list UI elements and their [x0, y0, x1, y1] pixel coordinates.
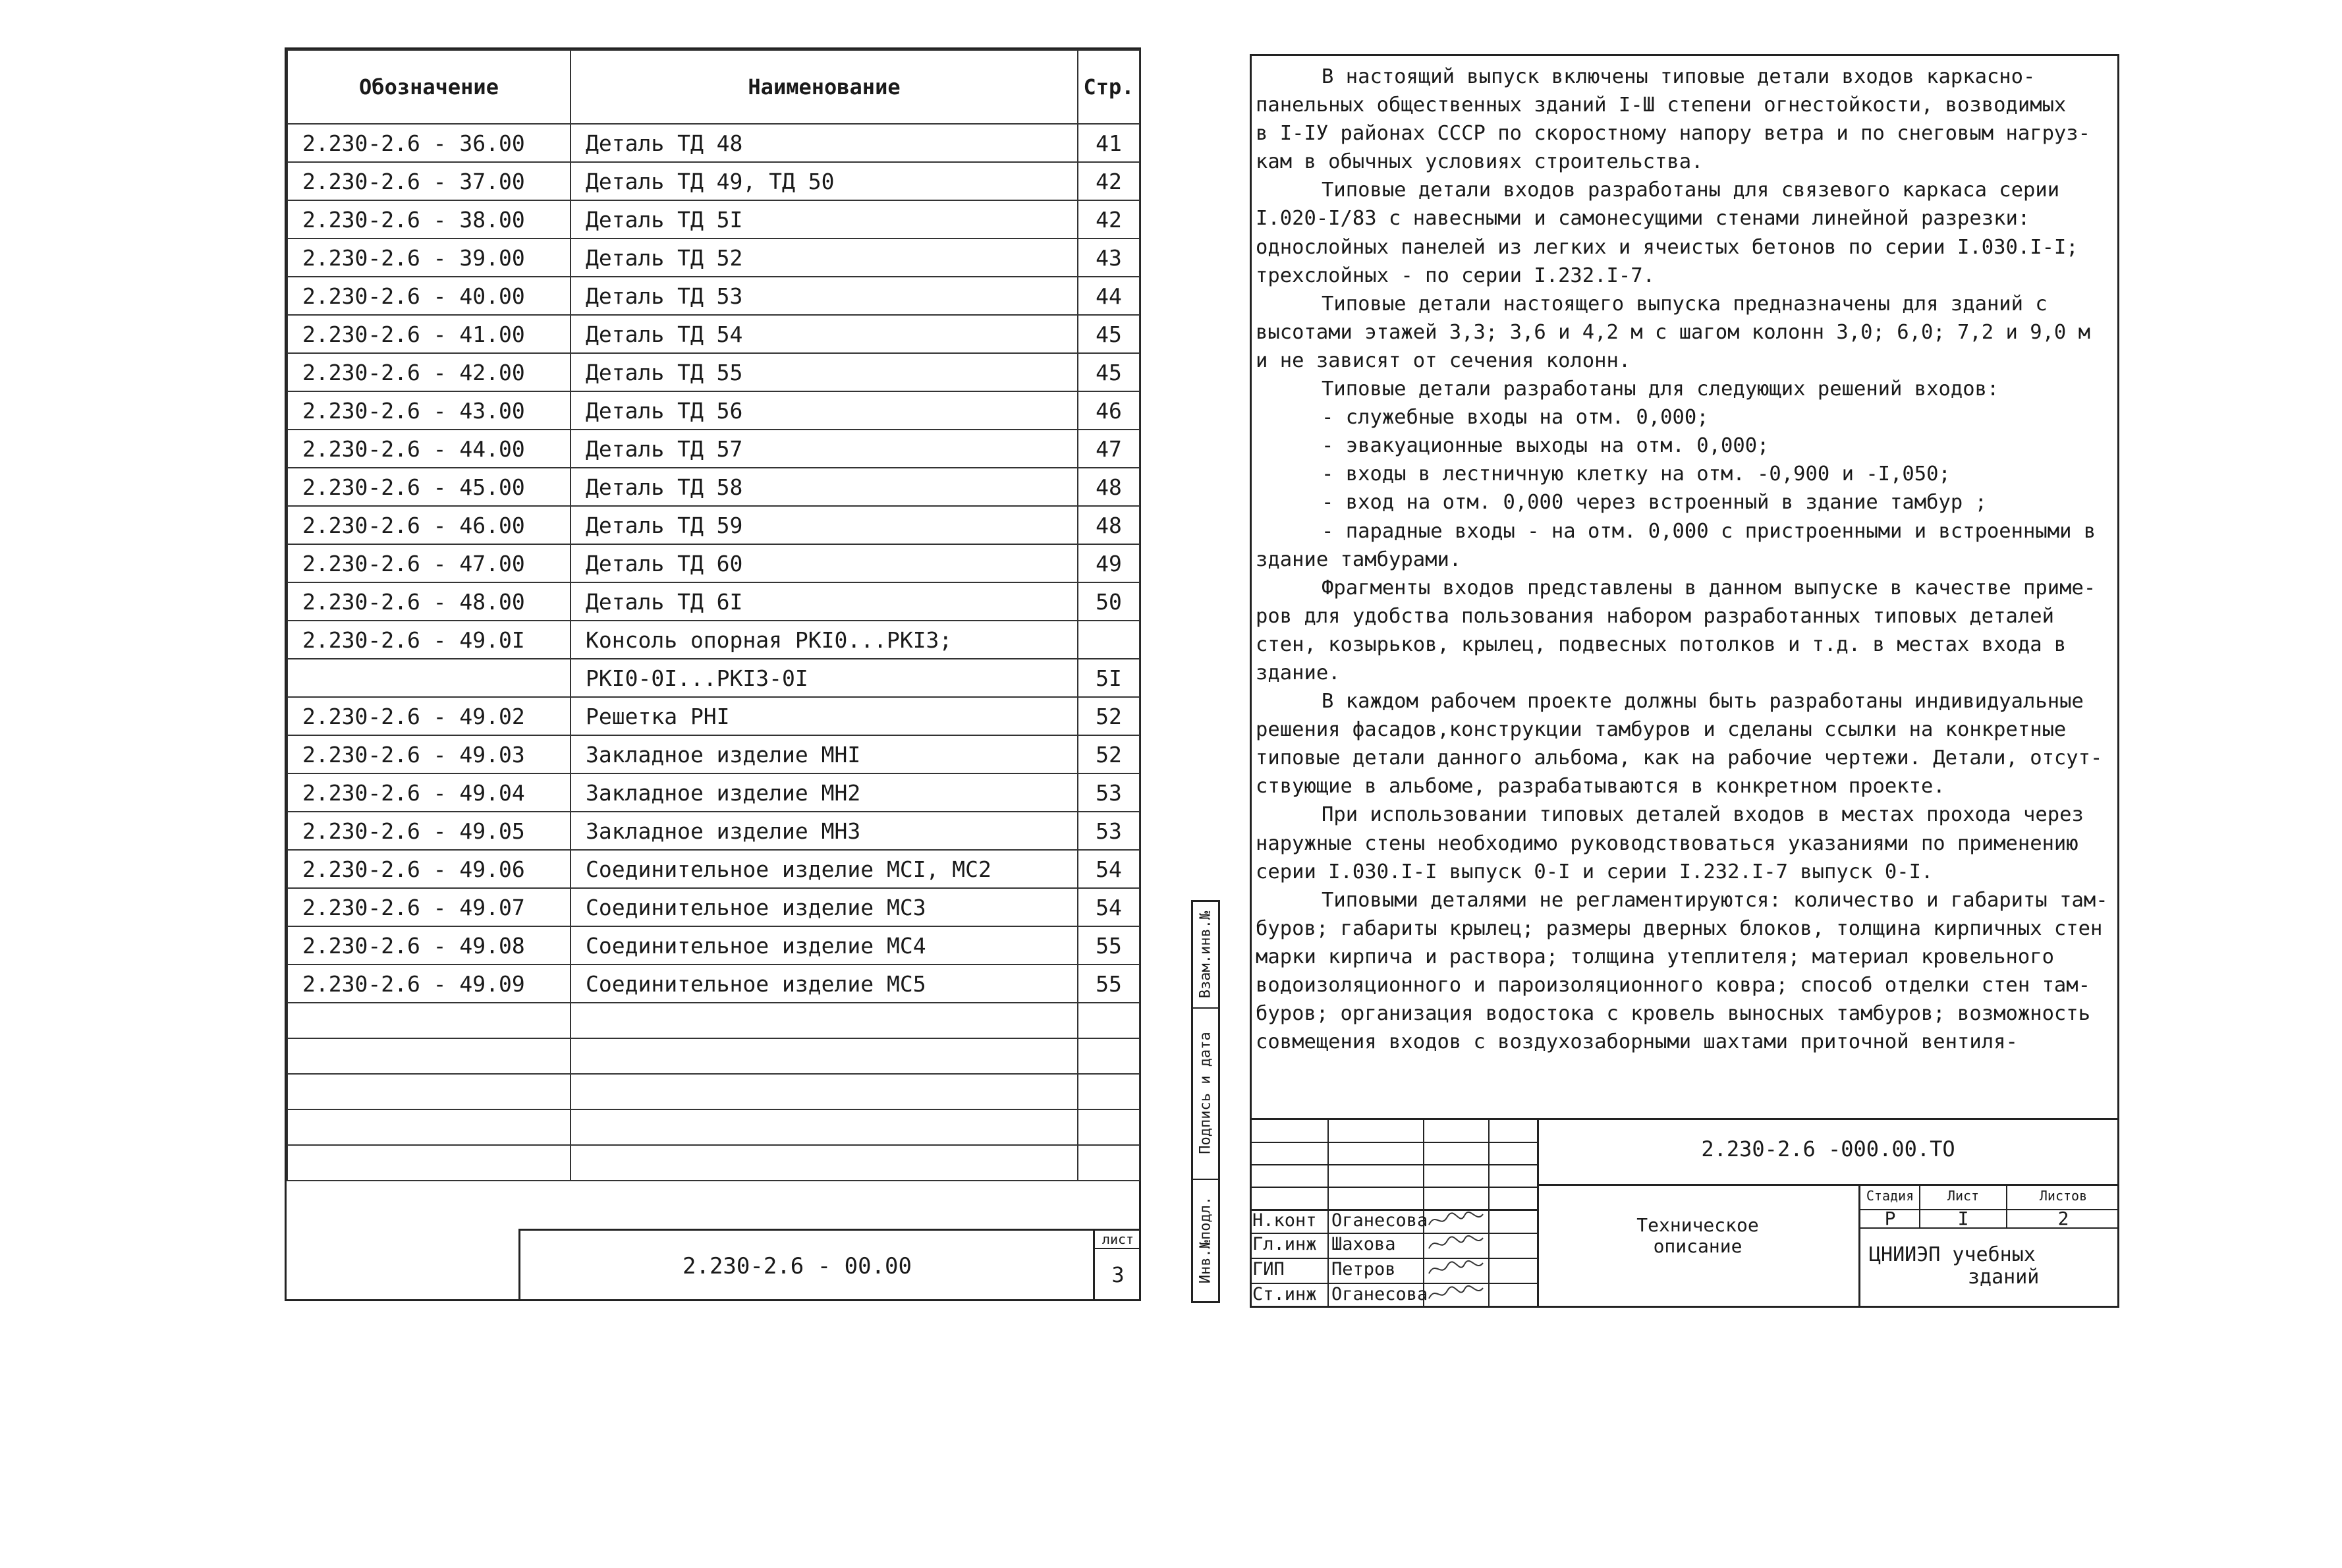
empty-cell: [1078, 1145, 1140, 1181]
empty-cell: [1078, 1074, 1140, 1109]
org-line2: зданий: [1968, 1266, 2040, 1289]
empty-cell: [571, 1145, 1078, 1181]
sheet-value: I: [1957, 1208, 1969, 1229]
contents-sheet: [285, 47, 1141, 1301]
stage-value: Р: [1884, 1208, 1896, 1229]
code-cell: 2.230-2.6 - 49.02: [287, 697, 571, 735]
code-cell: 2.230-2.6 - 43.00: [287, 391, 571, 430]
name-cell: Закладное изделие МНI: [571, 735, 1078, 773]
code-cell: 2.230-2.6 - 49.05: [287, 812, 571, 850]
handwritten-signature: [1426, 1258, 1486, 1283]
description-line: серии I.030.I-I выпуск 0-I и серии I.232.I-7 выпуск 0-I.: [1256, 860, 1934, 883]
name-cell: Деталь ТД 53: [571, 277, 1078, 315]
code-cell: 2.230-2.6 - 49.0I: [287, 621, 571, 659]
code-cell: 2.230-2.6 - 46.00: [287, 506, 571, 544]
name-cell: Деталь ТД 60: [571, 544, 1078, 582]
description-line: трехслойных - по серии I.232.I-7.: [1256, 264, 1655, 287]
title-block: [1250, 1118, 2119, 1308]
empty-cell: [287, 1003, 571, 1038]
code-cell: 2.230-2.6 - 37.00: [287, 162, 571, 200]
strip-inv-no-text: Инв.№подл.: [1197, 1196, 1214, 1284]
stage-label: Стадия: [1866, 1188, 1914, 1204]
table-row: [287, 277, 1140, 315]
page-cell: 52: [1078, 735, 1140, 773]
signature-name: Петров: [1331, 1259, 1396, 1279]
description-line: и не зависят от сечения колонн.: [1256, 349, 1631, 372]
approval-side-strip: [1191, 900, 1220, 1303]
name-cell: Деталь ТД 6I: [571, 582, 1078, 621]
table-row: [287, 888, 1140, 926]
empty-cell: [571, 1074, 1078, 1109]
description-line: ров для удобства пользования набором разработанных типовых деталей: [1256, 604, 2054, 628]
code-cell: 2.230-2.6 - 40.00: [287, 277, 571, 315]
signature-name: Оганесова: [1331, 1284, 1428, 1304]
code-cell: 2.230-2.6 - 49.07: [287, 888, 571, 926]
strip-replace-inv-text: Взам.инв.№: [1197, 910, 1214, 999]
doc-code: 2.230-2.6 -000.00.ТО: [1701, 1136, 1955, 1162]
strip-replace-inv: [1193, 902, 1218, 1009]
description-line: кам в обычных условиях строительства.: [1256, 150, 1704, 174]
description-line: - служебные входы на отм. 0,000;: [1322, 406, 1709, 430]
stamp-code: 2.230-2.6 - 00.00: [683, 1252, 912, 1279]
name-cell: Соединительное изделие МС5: [571, 965, 1078, 1003]
doc-name-line2: описание: [1653, 1235, 1743, 1257]
empty-cell: [1078, 1003, 1140, 1038]
description-line: Типовые детали настоящего выпуска предназначены для зданий с: [1322, 292, 2048, 316]
page-cell: 50: [1078, 582, 1140, 621]
code-cell: 2.230-2.6 - 44.00: [287, 430, 571, 468]
code-cell: 2.230-2.6 - 42.00: [287, 353, 571, 391]
description-line: здание тамбурами.: [1256, 547, 1462, 571]
stamp-sheet-number: 3: [1111, 1262, 1125, 1287]
handwritten-signature: [1426, 1209, 1486, 1234]
table-row: [287, 468, 1140, 506]
page-cell: 46: [1078, 391, 1140, 430]
code-cell: 2.230-2.6 - 49.08: [287, 926, 571, 965]
strip-sign-date: [1193, 1007, 1218, 1180]
name-cell: Закладное изделие МН3: [571, 812, 1078, 850]
description-line: - вход на отм. 0,000 через встроенный в здание тамбур ;: [1322, 491, 1987, 515]
table-row: [287, 773, 1140, 812]
handwritten-signature: [1426, 1283, 1486, 1308]
name-cell: РКI0-0I...РКI3-0I: [571, 659, 1078, 697]
table-row: [287, 621, 1140, 659]
contents-table: [287, 49, 1140, 1181]
signature-role: Гл.инж: [1252, 1234, 1317, 1254]
table-row: [287, 506, 1140, 544]
table-row: [287, 238, 1140, 277]
strip-inv-no: [1193, 1179, 1218, 1301]
name-cell: Соединительное изделие МС4: [571, 926, 1078, 965]
name-cell: Деталь ТД 56: [571, 391, 1078, 430]
code-cell: 2.230-2.6 - 39.00: [287, 238, 571, 277]
description-line: типовые детали данного альбома, как на рабочие чертежи. Детали, отсут-: [1256, 746, 2103, 770]
page-cell: 47: [1078, 430, 1140, 468]
page-cell: 48: [1078, 506, 1140, 544]
description-line: буров; габариты крылец; размеры дверных блоков, толщина кирпичных стен: [1256, 916, 2103, 940]
empty-cell: [571, 1038, 1078, 1074]
page-cell: 49: [1078, 544, 1140, 582]
name-cell: Соединительное изделие МСI, МС2: [571, 850, 1078, 888]
code-cell: 2.230-2.6 - 49.03: [287, 735, 571, 773]
empty-cell: [1078, 1109, 1140, 1145]
page-cell: 5I: [1078, 659, 1140, 697]
header-code: Обозначение: [287, 50, 571, 124]
description-line: В каждом рабочем проекте должны быть разработаны индивидуальные: [1322, 690, 2084, 714]
page-cell: 52: [1078, 697, 1140, 735]
sheets-label: Листов: [2039, 1188, 2088, 1204]
description-line: решения фасадов,конструкции тамбуров и сделаны ссылки на конкретные: [1256, 718, 2067, 742]
page-cell: 45: [1078, 353, 1140, 391]
empty-row: [287, 1109, 1140, 1145]
signature-role: ГИП: [1252, 1259, 1285, 1279]
page-cell: 55: [1078, 965, 1140, 1003]
page-cell: 42: [1078, 200, 1140, 238]
name-cell: Решетка РНI: [571, 697, 1078, 735]
description-line: буров; организация водостока с кровель выносных тамбуров; возможность: [1256, 1002, 2091, 1026]
table-row: [287, 850, 1140, 888]
page-cell: 54: [1078, 850, 1140, 888]
table-row: [287, 353, 1140, 391]
name-cell: Деталь ТД 48: [571, 124, 1078, 162]
stamp-sheet-box: [1093, 1231, 1141, 1301]
signature-role: Ст.инж: [1252, 1284, 1317, 1304]
description-line: водоизоляционного и пароизоляционного ковра; способ отделки стен там-: [1256, 974, 2091, 997]
table-row: [287, 965, 1140, 1003]
name-cell: Деталь ТД 57: [571, 430, 1078, 468]
code-cell: 2.230-2.6 - 41.00: [287, 315, 571, 353]
signature-role: Н.конт: [1252, 1210, 1317, 1231]
description-line: стен, козырьков, крылец, подвесных потолков и т.д. в местах входа в: [1256, 632, 2067, 656]
name-cell: Консоль опорная РКI0...РКI3;: [571, 621, 1078, 659]
code-cell: 2.230-2.6 - 49.06: [287, 850, 571, 888]
name-cell: Деталь ТД 52: [571, 238, 1078, 277]
handwritten-signature: [1426, 1233, 1486, 1258]
sheet-label: Лист: [1947, 1188, 1980, 1204]
stamp-sheet-label: лист: [1095, 1231, 1141, 1249]
page-cell: 48: [1078, 468, 1140, 506]
empty-cell: [571, 1003, 1078, 1038]
description-line: наружные стены необходимо руководствоваться указаниями по применению: [1256, 831, 2078, 855]
description-line: марки кирпича и раствора; толщина утеплителя; материал кровельного: [1256, 945, 2054, 968]
table-row: [287, 659, 1140, 697]
header-name: Наименование: [571, 50, 1078, 124]
page-cell: 43: [1078, 238, 1140, 277]
page-cell: 44: [1078, 277, 1140, 315]
table-row: [287, 812, 1140, 850]
page-cell: [1078, 621, 1140, 659]
description-line: совмещения входов с воздухозаборными шахтами приточной вентиля-: [1256, 1030, 2018, 1054]
description-line: Типовые детали разработаны для следующих решений входов:: [1322, 378, 1999, 401]
empty-row: [287, 1003, 1140, 1038]
name-cell: Деталь ТД 49, ТД 50: [571, 162, 1078, 200]
table-row: [287, 391, 1140, 430]
description-line: Фрагменты входов представлены в данном выпуске в качестве приме-: [1322, 576, 2096, 600]
name-cell: Деталь ТД 58: [571, 468, 1078, 506]
description-line: - эвакуационные выходы на отм. 0,000;: [1322, 434, 1770, 458]
table-row: [287, 430, 1140, 468]
name-cell: Соединительное изделие МС3: [571, 888, 1078, 926]
code-cell: 2.230-2.6 - 47.00: [287, 544, 571, 582]
table-row: [287, 735, 1140, 773]
description-line: высотами этажей 3,3; 3,6 и 4,2 м с шагом колонн 3,0; 6,0; 7,2 и 9,0 м: [1256, 320, 2091, 344]
table-row: [287, 926, 1140, 965]
description-line: При использовании типовых деталей входов в местах прохода через: [1322, 803, 2084, 827]
sheets-value: 2: [2057, 1208, 2069, 1229]
page-cell: 41: [1078, 124, 1140, 162]
code-cell: 2.230-2.6 - 45.00: [287, 468, 571, 506]
page-cell: 45: [1078, 315, 1140, 353]
page-cell: 55: [1078, 926, 1140, 965]
empty-cell: [287, 1074, 571, 1109]
description-line: - парадные входы - на отм. 0,000 с пристроенными и встроенными в: [1322, 519, 2096, 543]
code-cell: [287, 659, 571, 697]
description-line: в I-IУ районах СССР по скоростному напору ветра и по снеговым нагруз-: [1256, 122, 2091, 146]
name-cell: Деталь ТД 54: [571, 315, 1078, 353]
doc-name-line1: Техническое: [1636, 1214, 1759, 1236]
description-line: однослойных панелей из легких и ячеистых бетонов по серии I.030.I-I;: [1256, 235, 2078, 259]
sheet-stamp: [518, 1229, 1141, 1301]
page-cell: 54: [1078, 888, 1140, 926]
empty-row: [287, 1145, 1140, 1181]
name-cell: Деталь ТД 55: [571, 353, 1078, 391]
empty-row: [287, 1038, 1140, 1074]
table-row: [287, 697, 1140, 735]
description-line: Типовые детали входов разработаны для связевого каркаса серии: [1322, 179, 2060, 202]
table-row: [287, 124, 1140, 162]
empty-cell: [287, 1109, 571, 1145]
description-line: - входы в лестничную клетку на отм. -0,900 и -I,050;: [1322, 462, 1951, 486]
table-row: [287, 544, 1140, 582]
table-row: [287, 315, 1140, 353]
empty-row: [287, 1074, 1140, 1109]
description-line: В настоящий выпуск включены типовые детали входов каркасно-: [1322, 65, 2036, 88]
empty-cell: [571, 1109, 1078, 1145]
page-cell: 53: [1078, 812, 1140, 850]
code-cell: 2.230-2.6 - 36.00: [287, 124, 571, 162]
header-page: Стр.: [1078, 50, 1140, 124]
table-row: [287, 162, 1140, 200]
table-row: [287, 582, 1140, 621]
description-line: ствующие в альбоме, разрабатываются в конкретном проекте.: [1256, 775, 1945, 798]
code-cell: 2.230-2.6 - 49.09: [287, 965, 571, 1003]
strip-sign-date-text: Подпись и дата: [1197, 1032, 1214, 1154]
org-line1: ЦНИИЭП учебных: [1869, 1243, 2036, 1266]
name-cell: Деталь ТД 59: [571, 506, 1078, 544]
description-line: панельных общественных зданий I-Ш степени огнестойкости, возводимых: [1256, 94, 2067, 117]
code-cell: 2.230-2.6 - 38.00: [287, 200, 571, 238]
empty-cell: [1078, 1038, 1140, 1074]
name-cell: Деталь ТД 5I: [571, 200, 1078, 238]
name-cell: Закладное изделие МН2: [571, 773, 1078, 812]
code-cell: 2.230-2.6 - 48.00: [287, 582, 571, 621]
page-cell: 53: [1078, 773, 1140, 812]
signature-name: Оганесова: [1331, 1210, 1428, 1231]
technical-description-text: [1256, 63, 2112, 1056]
page-cell: 42: [1078, 162, 1140, 200]
description-line: здание.: [1256, 661, 1341, 685]
code-cell: 2.230-2.6 - 49.04: [287, 773, 571, 812]
empty-cell: [287, 1038, 571, 1074]
description-line: I.020-I/83 с навесными и самонесущими стенами линейной разрезки:: [1256, 207, 2030, 231]
table-row: [287, 200, 1140, 238]
contents-header-row: [287, 50, 1140, 124]
description-line: Типовыми деталями не регламентируются: количество и габариты там-: [1322, 888, 2108, 912]
signature-name: Шахова: [1331, 1234, 1396, 1254]
empty-cell: [287, 1145, 571, 1181]
